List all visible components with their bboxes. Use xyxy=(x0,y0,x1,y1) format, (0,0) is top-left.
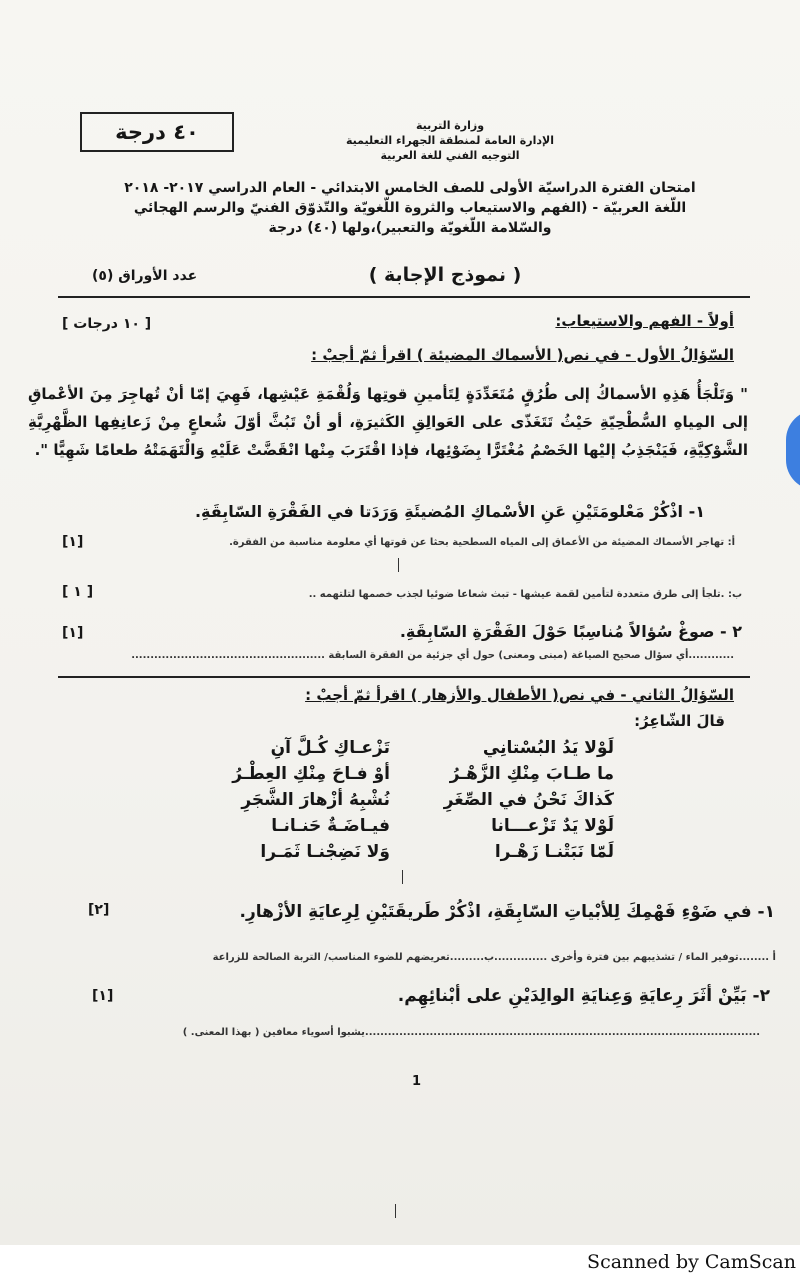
verse-right: ما طـابَ مِنْكِ الزَّهْـرُ xyxy=(449,764,614,784)
question-2: ٢ - صوغْ سُؤالاً مُناسِبًا حَوْلَ الفَقْرَةِ السّابِقَةِ. xyxy=(399,622,742,641)
pen-mark xyxy=(398,558,399,572)
pen-mark xyxy=(395,1204,396,1218)
exam-title xyxy=(100,178,720,238)
verse-right: لَوْلا يَدُ البُسْتانِي xyxy=(482,738,614,758)
exam-title-line: امتحان الفترة الدراسيّة الأولى للصف الخامس الابتدائي - العام الدراسي ٢٠١٧- ٢٠١٨ xyxy=(124,180,696,196)
model-answer-b: ب: .تلجأ إلى طرق متعددة لتأمين لقمة عيشها - تبث شعاعا ضوئيا لجذب خصمها لتلتهمه .. xyxy=(308,589,742,600)
question-mark: [١] xyxy=(62,625,84,641)
model-answer-a: أ: تهاجر الأسماك المضيئة من الأعماق إلى المياه السطحية بحثا عن قوتها أي معلومة مناسبة من الفقرة. xyxy=(229,537,735,548)
exam-title-line: والسّلامة اللّغويّة والتعبير)،ولها (٤٠) درجة xyxy=(268,220,552,236)
verse-left: فيـاضَـةٌ حَنـانـا xyxy=(271,816,390,836)
sheets-count: عدد الأوراق (٥) xyxy=(92,268,198,284)
verse-left: نُشْبِهُ أزْهارَ الشَّجَرِ xyxy=(241,790,390,810)
ministry-line: الإدارة العامة لمنطقة الجهراء التعليمية xyxy=(346,134,554,147)
verse-right: لَمّا نَبَتْنـا زَهْـرا xyxy=(494,842,614,862)
scanner-watermark: Scanned by CamScan xyxy=(587,1251,796,1273)
question-1: ١- في ضَوْءِ فَهْمِكَ لِلأبْياتِ السّابِقَةِ، اذْكُرْ طَريقَتَيْنِ لِرِعايَةِ الأزْهارِ. xyxy=(239,902,775,922)
model-answer: ............أي سؤال صحيح الصياغة (مبنى ومعنى) حول أي جزئية من الفقرة السابقة ................................................... xyxy=(131,650,734,661)
question-mark: [١] xyxy=(92,988,114,1004)
scanner-watermark-bar xyxy=(0,1245,800,1280)
verse-left: تَزْعـاكِ كُـلَّ آنِ xyxy=(270,738,390,758)
model-answer: ........................................................................................................يشبوا أسوياء معافين ( بهذا المعنى. ) xyxy=(182,1027,760,1038)
ministry-line: التوجيه الفني للغة العربية xyxy=(380,149,520,162)
ministry-header xyxy=(330,118,570,163)
verse-right: لَوْلا يَدٌ تَزْعـــانا xyxy=(491,816,614,836)
question-mark: [٢] xyxy=(88,902,110,918)
verse-left: وَلا نَضِجْنـا ثَمَـرا xyxy=(260,842,390,862)
ministry-line: وزارة التربية xyxy=(415,119,485,132)
question-heading: السّؤالُ الأول - في نص( الأسماك المضيئة ) اقرأ ثمّ أجبْ : xyxy=(311,346,734,364)
question-mark: [ ١ ] xyxy=(62,584,94,600)
model-answer: أ ........توفير الماء / تشذيبهم بين فترة وأخرى ..............ب.........تعريضهم للضوء المناسب/ التربة الصالحة للزراعة xyxy=(212,952,776,963)
pen-mark xyxy=(402,870,403,884)
answer-model-label: ( نموذج الإجابة ) xyxy=(368,264,522,286)
exam-title-line: اللّغة العربيّة - (الفهم والاستيعاب والثروة اللّغويّة والتّذوّق الفنيّ والرسم الهجائي xyxy=(133,200,687,216)
question-heading: السّؤالُ الثاني - في نص( الأطفال والأزهار ) اقرأ ثمّ أجبْ : xyxy=(305,686,734,704)
section-title: أولاً - الفهم والاستيعاب: xyxy=(555,312,734,330)
verse-right: كَذاكَ نَحْنُ في الصِّغَرِ xyxy=(443,790,614,810)
question-2: ٢- بَيِّنْ أثَرَ رِعايَةِ وَعِنايَةِ الوالِدَيْنِ على أبْنائِهِم. xyxy=(397,986,770,1006)
section-marks: [ ١٠ درجات ] xyxy=(62,316,152,332)
verse-left: أوْ فـاحَ مِنْكِ العِطْـرُ xyxy=(232,764,390,784)
section-divider xyxy=(58,676,750,678)
total-score-box: ٤٠ درجة xyxy=(80,112,234,152)
page-number: 1 xyxy=(412,1074,422,1089)
question-1: ١- اذْكُرْ مَعْلومَتَيْنِ عَنِ الأسْماكِ المُضيئَةِ وَرَدَتا في الفَقْرَةِ السّابِقَةِ. xyxy=(194,502,705,521)
question-mark: [١] xyxy=(62,534,84,550)
header-divider xyxy=(58,296,750,298)
reading-passage: " وَتَلْجَأُ هَذِهِ الأسماكُ إلى طُرُقٍ مُتَعَدِّدَةٍ لِتَأمينِ قوتِها وَلُقْمَةِ عَيْشِها، فَهِيَ إمّا أنْ تُهاجِرَ مِنَ الأعْماقِ إلى المِياهِ السُّطْحِيّةِ حَيْثُ تَتَغَذّى على العَوالِقِ الكَثيرَةِ، أو أنْ تَبُثَّ أوّلَ شُعاعٍ مِنْ زَعانِفِها الظَّهْرِيَّةِ الشَّوْكِيَّةِ، فَيَنْجَذِبُ إليْها الخَصْمُ مُغْتَرًّا بِضَوْئِها، فإذا اقْتَرَبَ مِنْها انْقَضَّتْ عَلَيْهِ وَالْتَهَمَتْهُ طعامًا شَهِيًّا ". xyxy=(28,385,748,459)
poet-intro: قالَ الشّاعِرُ: xyxy=(634,712,725,730)
